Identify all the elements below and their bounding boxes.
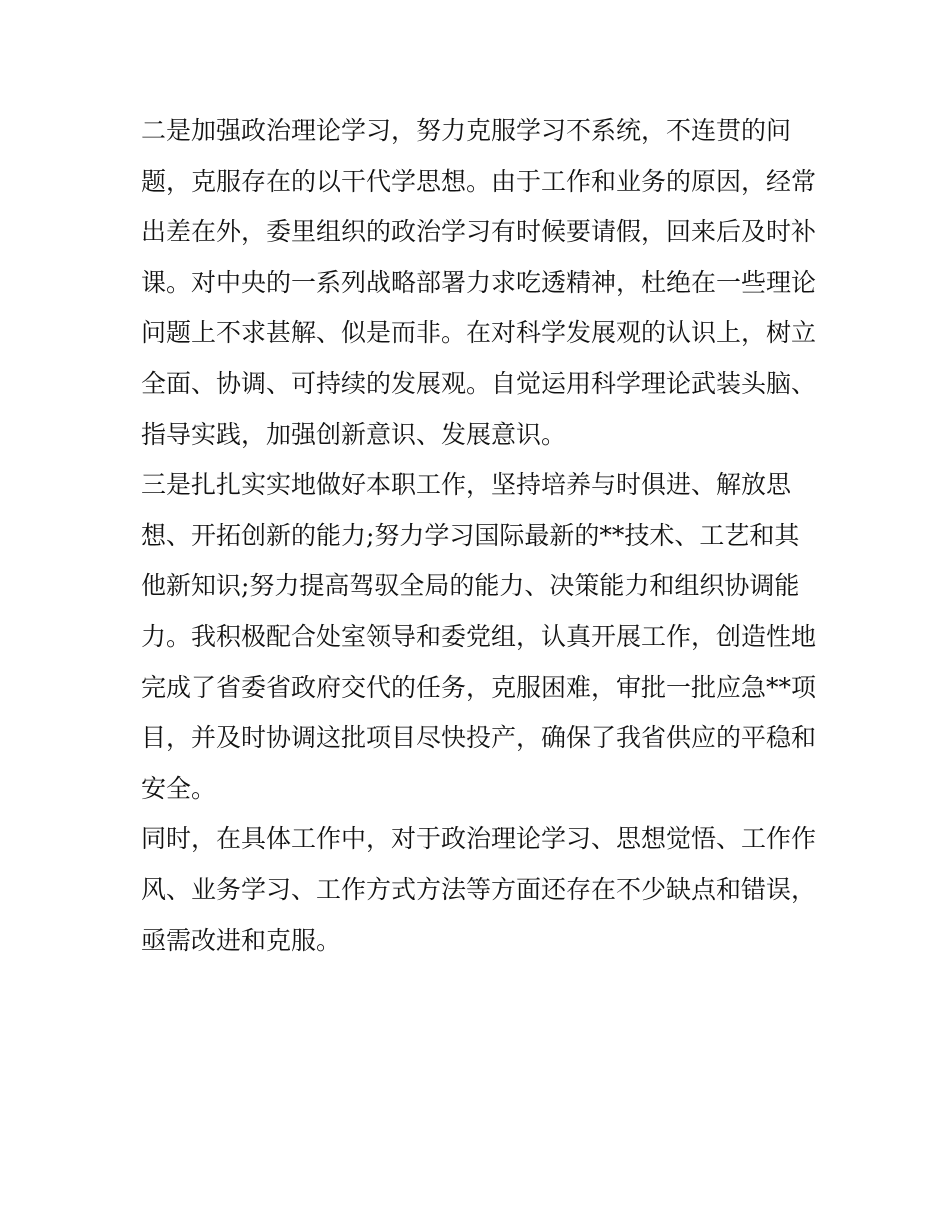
- text-line: 亟需改进和克服。: [141, 925, 342, 955]
- paragraph-political-study: [141, 106, 821, 460]
- text-line: 他新知识;努力提高驾驭全局的能力、决策能力和组织协调能: [141, 571, 800, 601]
- text-line: 问题上不求甚解、似是而非。在对科学发展观的认识上，树立: [141, 318, 817, 348]
- text-line: 想、开拓创新的能力;努力学习国际最新的**技术、工艺和其: [141, 520, 800, 550]
- text-line: 题，克服存在的以干代学思想。由于工作和业务的原因，经常: [141, 166, 817, 196]
- text-line: 全面、协调、可持续的发展观。自觉运用科学理论武装头脑、: [141, 368, 817, 398]
- text-line: 风、业务学习、工作方式方法等方面还存在不少缺点和错误，: [141, 874, 817, 904]
- text-line: 指导实践，加强创新意识、发展意识。: [141, 419, 567, 449]
- text-line: 出差在外，委里组织的政治学习有时候要请假，回来后及时补: [141, 217, 817, 247]
- text-line: 目，并及时协调这批项目尽快投产，确保了我省供应的平稳和: [141, 723, 817, 753]
- text-line: 力。我积极配合处室领导和委党组，认真开展工作，创造性地: [141, 621, 817, 651]
- text-line: 二是加强政治理论学习，努力克服学习不系统，不连贯的问: [141, 116, 792, 145]
- text-line: 安全。: [141, 773, 217, 803]
- paragraph-shortcomings: [141, 814, 821, 966]
- paragraph-core-work: [141, 460, 821, 814]
- text-line: 三是扎扎实实地做好本职工作，坚持培养与时俱进、解放思: [141, 470, 792, 500]
- document-body: [141, 106, 821, 966]
- text-line: 同时，在具体工作中，对于政治理论学习、思想觉悟、工作作: [141, 824, 817, 854]
- text-line: 课。对中央的一系列战略部署力求吃透精神，杜绝在一些理论: [141, 267, 817, 297]
- text-line: 完成了省委省政府交代的任务，克服困难，审批一批应急**项: [141, 672, 817, 702]
